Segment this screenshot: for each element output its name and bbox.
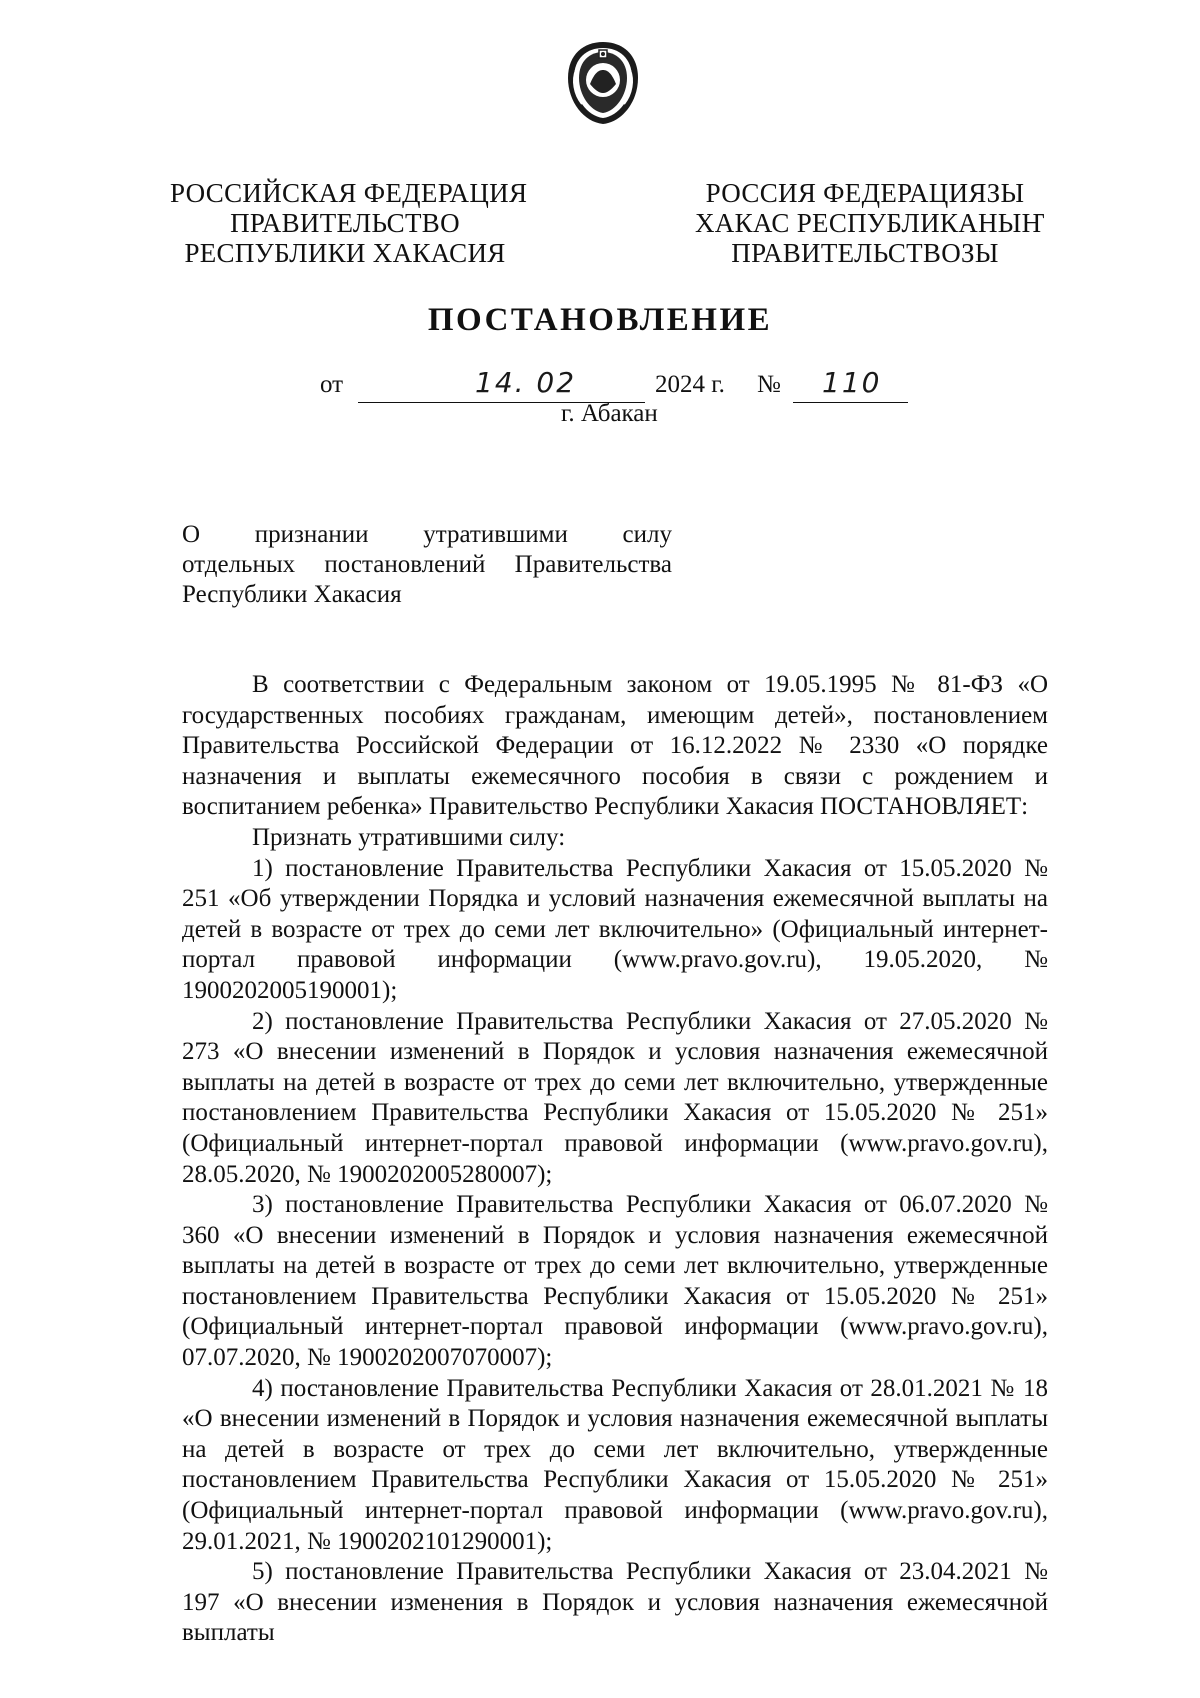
document-body	[182, 670, 1048, 1649]
header-right-block	[695, 178, 1045, 268]
header-left-block	[170, 178, 528, 268]
header-left-line: ПРАВИТЕЛЬСТВО	[230, 208, 460, 238]
subject-word: О	[182, 521, 201, 548]
handwritten-number: 110	[822, 366, 882, 399]
preamble-paragraph: В соответствии с Федеральным законом от 19.05.1995 № 81-ФЗ «О государственных пособиях гражданам, имеющим детей», постановлением Правительства Российской Федерации от 16.12.2022 № 2330 «О порядке назначения и выплаты ежемесячного пособия в связи с рождением и воспитанием ребенка» Правительство Республики Хакасия ПОСТАНОВЛЯЕТ:	[182, 671, 1048, 821]
coat-of-arms-emblem	[564, 40, 642, 126]
document-subject	[182, 520, 672, 610]
number-sign: №	[757, 371, 781, 398]
intro-paragraph: Признать утратившими силу:	[252, 823, 566, 851]
subject-word: утратившими	[423, 521, 568, 548]
subject-word: постановлений	[324, 551, 486, 578]
city-name: г. Абакан	[561, 400, 658, 427]
date-year: 2024 г.	[655, 371, 725, 398]
subject-word: силу	[622, 521, 672, 548]
header-left-line: РЕСПУБЛИКИ ХАКАСИЯ	[184, 238, 506, 268]
list-item: 1) постановление Правительства Республики Хакасия от 15.05.2020 № 251 «Об утверждении Порядка и условий назначения ежемесячной выплаты на детей в возрасте от трех до семи лет включительно» (Официальный интернет-портал правовой информации (www.pravo.gov.ru), 19.05.2020, № 1900202005190001);	[182, 854, 1048, 1004]
handwritten-date: 14. 02	[475, 366, 577, 399]
header-right-line: РОССИЯ ФЕДЕРАЦИЯЗЫ	[705, 178, 1025, 208]
subject-line: Республики Хакасия	[182, 581, 402, 608]
document-title: ПОСТАНОВЛЕНИЕ	[427, 302, 773, 338]
subject-word: признании	[254, 521, 369, 548]
date-prefix: от	[320, 371, 344, 398]
header-left-line: РОССИЙСКАЯ ФЕДЕРАЦИЯ	[170, 178, 528, 208]
list-item: 3) постановление Правительства Республики Хакасия от 06.07.2020 № 360 «О внесении изменений в Порядок и условия назначения ежемесячной выплаты на детей в возрасте от трех до семи лет включительно, утвержденные постановлением Правительства Республики Хакасия от 15.05.2020 № 251» (Официальный интернет-портал правовой информации (www.pravo.gov.ru), 07.07.2020, № 1900202007070007);	[182, 1191, 1048, 1372]
list-item: 4) постановление Правительства Республики Хакасия от 28.01.2021 № 18 «О внесении изменений в Порядок и условия назначения ежемесячной выплаты на детей в возрасте от трех до семи лет включительно, утвержденные постановлением Правительства Республики Хакасия от 15.05.2020 № 251» (Официальный интернет-портал правовой информации (www.pravo.gov.ru), 29.01.2021, № 1900202101290001);	[182, 1374, 1048, 1555]
header-right-line: ХАКАС РЕСПУБЛИКАНЫҤ	[695, 208, 1045, 238]
list-item: 2) постановление Правительства Республики Хакасия от 27.05.2020 № 273 «О внесении изменений в Порядок и условия назначения ежемесячной выплаты на детей в возрасте от трех до семи лет включительно, утвержденные постановлением Правительства Республики Хакасия от 15.05.2020 № 251» (Официальный интернет-портал правовой информации (www.pravo.gov.ru), 28.05.2020, № 1900202005280007);	[182, 1007, 1048, 1188]
subject-word: отдельных	[182, 551, 296, 578]
header-right-line: ПРАВИТЕЛЬСТВОЗЫ	[731, 238, 999, 268]
list-item: 5) постановление Правительства Республики Хакасия от 23.04.2021 № 197 «О внесении изменения в Порядок и условия назначения ежемесячной выплаты	[182, 1558, 1048, 1647]
subject-word: Правительства	[514, 551, 672, 578]
